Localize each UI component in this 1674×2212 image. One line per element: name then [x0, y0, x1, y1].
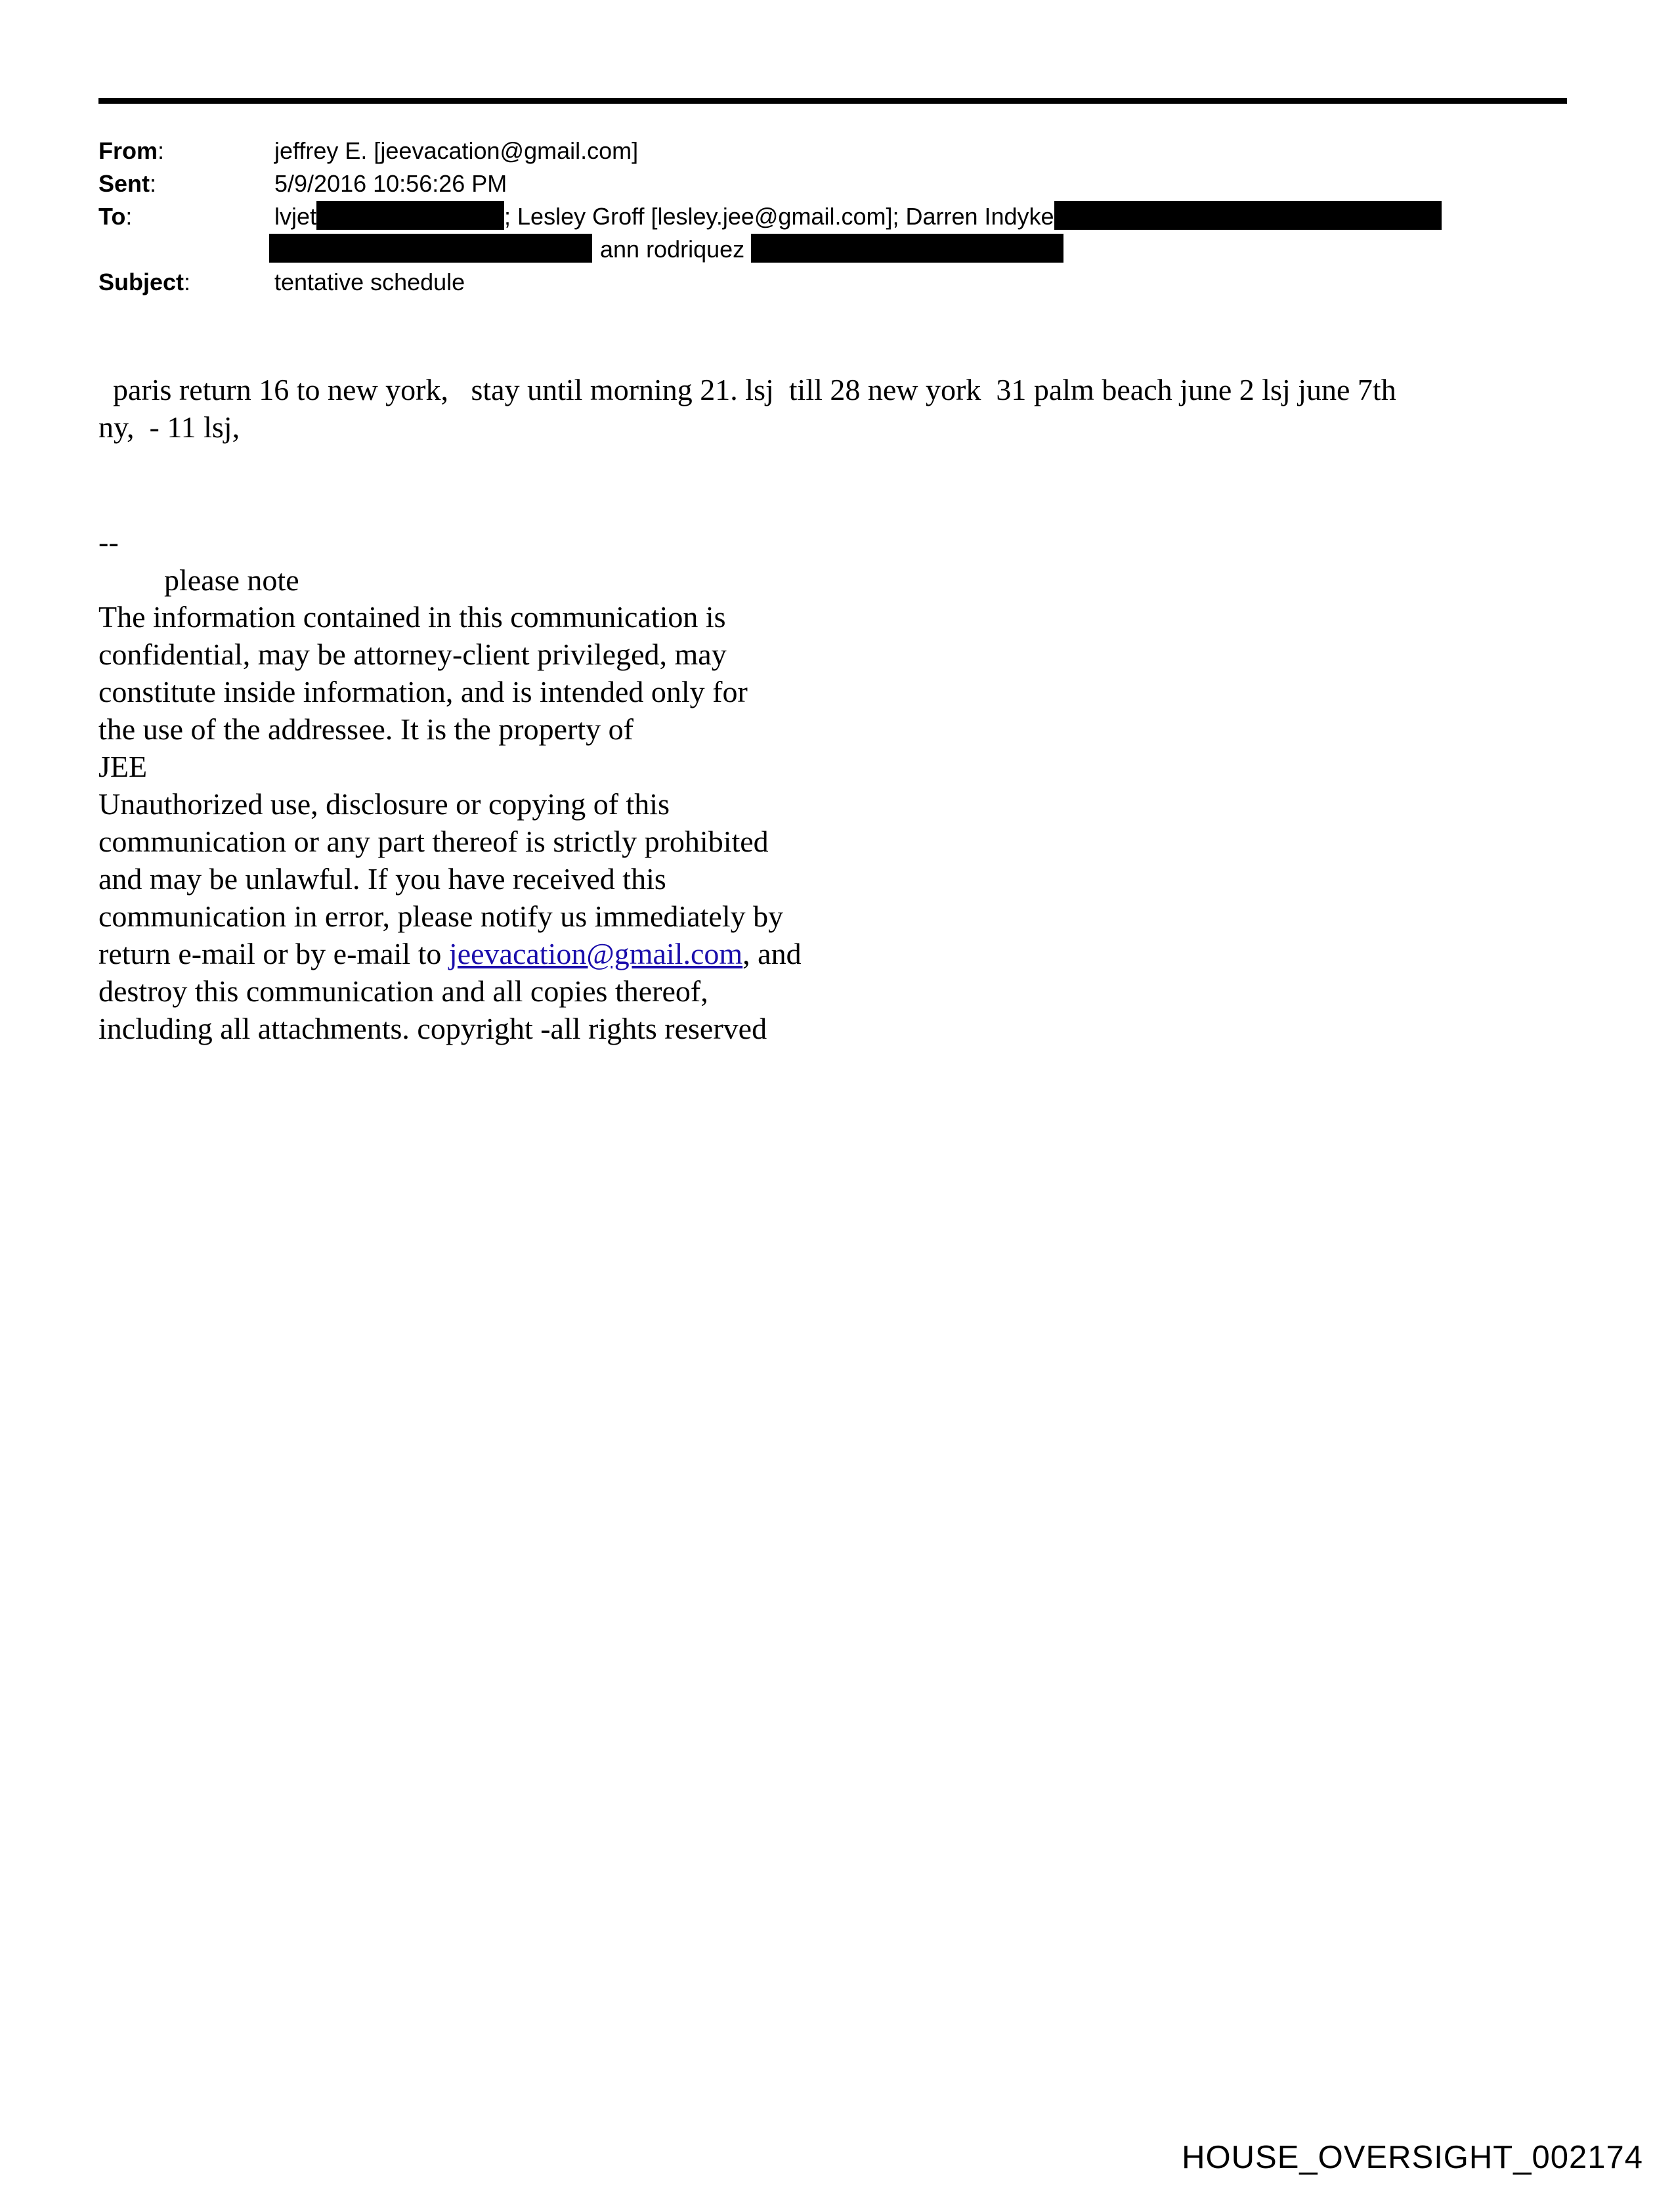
disclaimer-line: JEE [98, 750, 148, 783]
disclaimer-line: the use of the addressee. It is the property of [98, 712, 633, 746]
to-value-line1 [274, 200, 1442, 233]
to-row-continued [98, 233, 1569, 266]
sent-row [98, 167, 1569, 200]
top-divider [98, 98, 1567, 104]
schedule-line-2: ny, - 11 lsj, [98, 410, 240, 444]
from-row [98, 135, 1569, 167]
to-row [98, 200, 1569, 233]
sent-label: Sent: [98, 170, 157, 197]
to-recipient-rodriquez: ann rodriquez [600, 236, 745, 263]
to-recipient-lvjet: lvjet [274, 203, 317, 230]
disclaimer-line: communication in error, please notify us immediately by [98, 900, 784, 933]
redaction-block [751, 234, 1063, 263]
redaction-block [1054, 201, 1442, 230]
subject-label: Subject: [98, 269, 191, 295]
disclaimer-line: destroy this communication and all copies thereof, [98, 974, 708, 1008]
bates-number: HOUSE_OVERSIGHT_002174 [1182, 2140, 1643, 2175]
schedule-line-1: paris return 16 to new york, stay until morning 21. lsj till 28 new york 31 palm beach june 2 lsj june 7th [113, 373, 1396, 406]
disclaimer-line: constitute inside information, and is intended only for [98, 675, 748, 708]
signature-separator: -- [98, 525, 119, 559]
subject-value: tentative schedule [274, 269, 465, 295]
disclaimer-line: including all attachments. copyright -all rights reserved [98, 1012, 767, 1045]
redaction-block [316, 201, 504, 230]
from-label: From: [98, 137, 165, 164]
disclaimer-line: communication or any part thereof is strictly prohibited [98, 825, 769, 858]
to-recipients-groff-indyke: ; Lesley Groff [lesley.jee@gmail.com]; Darren Indyke [504, 203, 1054, 230]
disclaimer-line: and may be unlawful. If you have received this [98, 862, 666, 896]
to-label: To: [98, 203, 133, 230]
signature-note: please note [164, 563, 299, 597]
disclaimer-line: return e-mail or by e-mail to jeevacation@gmail.com, and [98, 937, 802, 970]
disclaimer-line: Unauthorized use, disclosure or copying of this [98, 787, 670, 821]
confidentiality-disclaimer [98, 598, 802, 1047]
email-header [98, 135, 1569, 299]
from-value: jeffrey E. [jeevacation@gmail.com] [274, 137, 639, 164]
to-value-line2 [269, 233, 1063, 266]
message-body [98, 371, 1396, 446]
sent-value: 5/9/2016 10:56:26 PM [274, 170, 507, 197]
disclaimer-line: confidential, may be attorney-client privileged, may [98, 638, 727, 671]
redaction-block [269, 234, 592, 263]
email-link[interactable]: jeevacation@gmail.com [448, 937, 743, 970]
disclaimer-line: The information contained in this communication is [98, 600, 726, 634]
subject-row [98, 266, 1569, 299]
